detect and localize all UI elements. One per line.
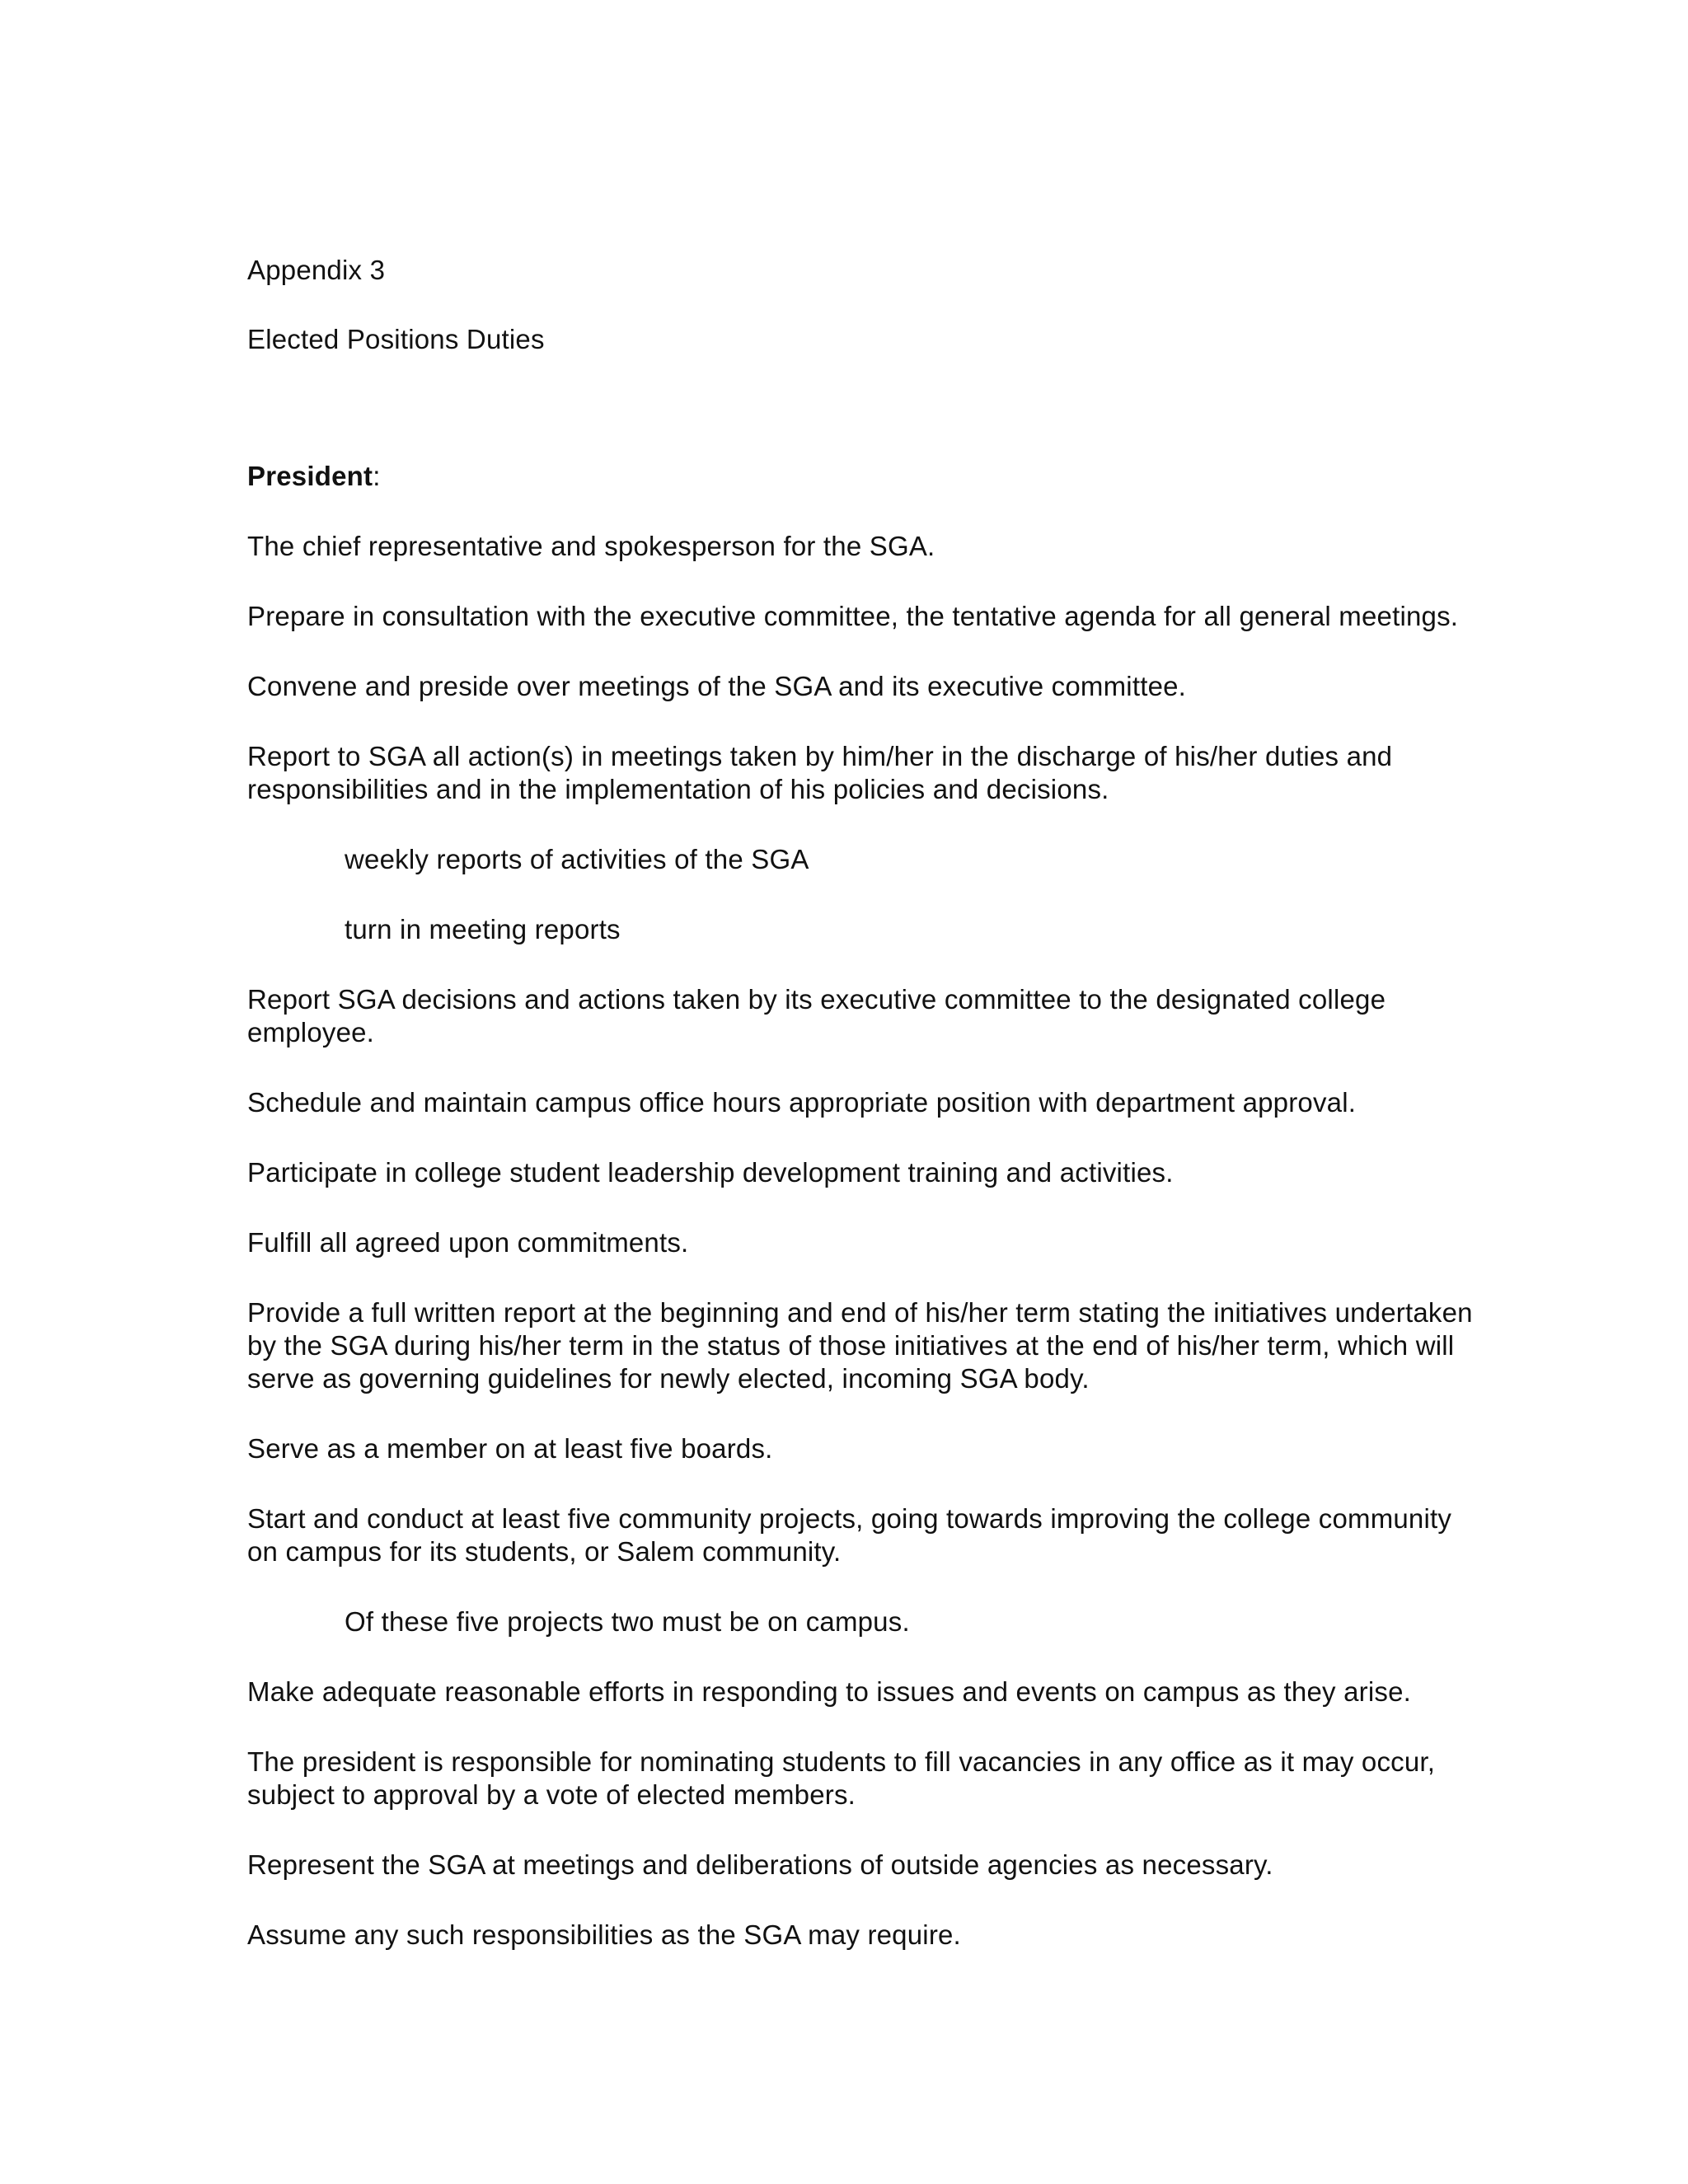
duty-paragraph-9: Provide a full written report at the beginning and end of his/her term stating the initiatives undertaken by the SGA during his/her term in the status of those initiatives at the end of his/her term, which will serve as governing guidelines for newly elected, incoming SGA body. (247, 1297, 1473, 1394)
duty-subitem-3: Of these five projects two must be on campus. (345, 1606, 910, 1637)
duty-paragraph-13: The president is responsible for nominating students to fill vacancies in any office as it may occur, subject to approval by a vote of elected members. (247, 1746, 1436, 1810)
appendix-label: Appendix 3 (247, 255, 386, 285)
duty-paragraph-8: Fulfill all agreed upon commitments. (247, 1227, 689, 1258)
duty-paragraph-15: Assume any such responsibilities as the SGA may require. (247, 1919, 961, 1950)
duty-paragraph-11: Start and conduct at least five community projects, going towards improving the college community on campus for its students, or Salem community. (247, 1503, 1452, 1567)
duty-paragraph-5: Report SGA decisions and actions taken by its executive committee to the designated college employee. (247, 984, 1386, 1047)
duty-paragraph-12: Make adequate reasonable efforts in responding to issues and events on campus as they arise. (247, 1676, 1411, 1707)
duty-paragraph-2: Prepare in consultation with the executive committee, the tentative agenda for all general meetings. (247, 601, 1459, 631)
duty-paragraph-6: Schedule and maintain campus office hours appropriate position with department approval. (247, 1087, 1357, 1118)
duty-subitem-2: turn in meeting reports (345, 914, 621, 944)
role-heading-colon: : (373, 461, 381, 491)
duty-paragraph-10: Serve as a member on at least five boards. (247, 1433, 773, 1464)
duty-paragraph-14: Represent the SGA at meetings and deliberations of outside agencies as necessary. (247, 1849, 1273, 1880)
duty-paragraph-4: Report to SGA all action(s) in meetings taken by him/her in the discharge of his/her duties and responsibilities and in the implementation of his policies and decisions. (247, 741, 1393, 804)
role-heading (247, 460, 1484, 493)
duty-paragraph-3: Convene and preside over meetings of the SGA and its executive committee. (247, 671, 1187, 701)
role-heading-text: President (247, 461, 373, 491)
duty-paragraph-7: Participate in college student leadership development training and activities. (247, 1157, 1174, 1188)
duty-paragraph-1: The chief representative and spokesperson for the SGA. (247, 531, 935, 561)
duty-subitem-1: weekly reports of activities of the SGA (345, 844, 809, 874)
section-title: Elected Positions Duties (247, 324, 545, 354)
document-content (247, 254, 1484, 1989)
